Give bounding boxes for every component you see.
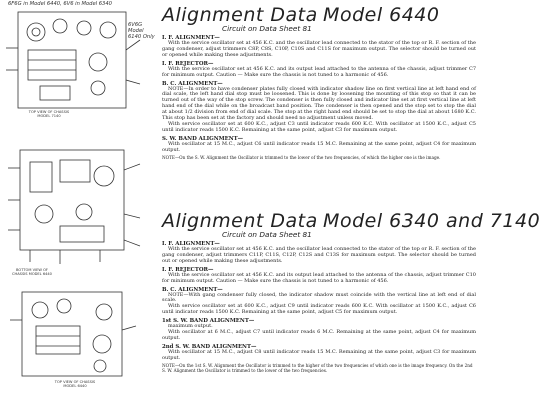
section-text: With oscillator at 15 M.C., adjust C6 until indicator reads 15 M.C. Remaining at the same point, adjust C4 for maximum output. xyxy=(162,140,476,153)
chassis-drawings xyxy=(0,0,160,406)
tube-socket xyxy=(100,22,116,38)
section-heading: I. F. ALIGNMENT— xyxy=(162,241,220,247)
tube-socket xyxy=(77,21,91,35)
chassis-diagrams xyxy=(0,0,160,406)
top-view-6440-caption: TOP VIEW OF CHASSIS MODEL 6440 xyxy=(54,380,96,389)
gang-condenser xyxy=(28,50,76,80)
top-view-7140-caption: TOP VIEW OF CHASSIS MODEL 7140 xyxy=(28,110,70,119)
section-text: With the service oscillator set at 456 K.C. and its output lead attached to the antenna of the chassis, adjust trimmer C10 for minimum output. Caution — Make sure the chassis is not tuned to a harmonic of 456. xyxy=(162,271,476,284)
section-text: With oscillator at 6 M.C., adjust C7 until indicator reads 6 M.C. Remaining at the same point, adjust C4 for maximum output. xyxy=(162,329,476,341)
section-text: NOTE—With gang condenser fully closed, the indicator shadow must coincide with the vertical line at left end of dial scale. xyxy=(162,291,476,304)
alignment-6440 xyxy=(162,4,476,161)
title-6340-7140: Alignment Data Model 6340 and 7140 xyxy=(162,210,540,232)
tube-socket xyxy=(53,19,67,33)
section-heading: I. F. REJECTOR— xyxy=(162,266,214,273)
section-text: With the service oscillator set at 456 K.C. and the oscillator lead connected to the stator of the top or R. F. section of the gang condenser, adjust trimmers C11P, C11S, C12P, C12S and C13S for maximum output. The selector should be turned out or opened while making these adjustments. xyxy=(162,246,476,264)
sw-note-6340-7140: NOTE—On the 1st S. W. Alignment the Oscillator is trimmed to the higher of the two frequencies of which one is the image frequency. On the 2nd S. W. Alignment the Oscillator is trimmed to the lower of the two frequencies. xyxy=(162,362,473,373)
subtitle-6340-7140: Circuit on Data Sheet 81 xyxy=(222,230,312,239)
section-heading: I. F. REJECTOR— xyxy=(162,60,214,67)
section-heading: S. W. BAND ALIGNMENT— xyxy=(162,135,244,142)
section-text: With the service oscillator set at 456 K.C. and the oscillator lead connected to the stator of the top or R. F. section of the gang condenser, adjust trimmers C8P, C8S, C10P, C10S and C11S for maximum output. The selector should be turned out or opened while making these adjustments. xyxy=(162,40,476,58)
tube-socket xyxy=(91,81,105,95)
section-heading: 1st S. W. BAND ALIGNMENT— xyxy=(162,318,255,325)
alignment-6340-7140 xyxy=(162,210,540,374)
title-6440: Alignment Data Model 6440 xyxy=(162,4,440,26)
section-heading: B. C. ALIGNMENT— xyxy=(162,80,223,87)
top-view-6440-drawing xyxy=(10,292,136,376)
top-view-7140-drawing xyxy=(6,12,140,108)
chassis-outline-bottom xyxy=(20,150,124,250)
tube-6v6-note: 6V6G Model 6140 Only xyxy=(128,22,155,40)
tube-socket xyxy=(89,53,107,71)
subtitle-6440: Circuit on Data Sheet 81 xyxy=(222,24,312,33)
alignment-text xyxy=(162,0,540,406)
bottom-view-6440-caption: BOTTOM VIEW OF CHASSIS MODEL 6440 xyxy=(12,268,52,277)
section-text: With service oscillator set at 600 K.C., adjust C3 until indicator reads 600 K.C. With oscillator at 1500 K.C., adjust C5 until indicator reads 1500 K.C. Remaining at the same point, adjust C3 for maximum output. xyxy=(162,120,476,133)
section-text: With service oscillator set at 600 K.C., adjust C9 until indicator reads 600 K.C. With oscillator at 1500 K.C., adjust C6 until indicator reads 1500 K.C. Remaining at the same point, adjust C5 for maximum output. xyxy=(162,303,476,316)
tube-model-note: 6F6G in Model 6440, 6V6 in Model 6340 xyxy=(8,1,112,7)
section-text: NOTE—In order to have condenser plates fully closed with indicator shadow line on first vertical line at left hand end of dial scale, the left hand dial stop must be loosened. This is done by loosening the mounting of this stop so that it can be turned out of the way of the stop screw. The condenser is then fully closed and indicator line set at first vertical line at left hand end of the dial while on the broadcast band position. The condenser is then opened and the stop set to stop the dial at about 1/2 division from end of dial scale. The stop at the right hand end should be set to stop the dial at about 1680 K.C. This stop has been set at the factory and should need no adjustment unless moved. xyxy=(162,85,476,122)
sw-note-6440: NOTE—On the S. W. Alignment the Oscillator is trimmed to the lower of the two frequencies, of which the higher one is the image. xyxy=(162,154,441,160)
section-heading: I. F. ALIGNMENT— xyxy=(162,35,220,41)
section-heading: B. C. ALIGNMENT— xyxy=(162,286,223,293)
bottom-view-6440-drawing xyxy=(8,150,140,264)
tube-socket xyxy=(27,23,45,41)
transformer xyxy=(40,86,70,100)
section-text: maximum output. xyxy=(168,323,213,330)
section-text: With the service oscillator set at 456 K.C. and its output lead attached to the antenna of the chassis, adjust trimmer C7 for minimum output. Caution — Make sure the chassis is not tuned to a harmonic of 456. xyxy=(162,65,476,78)
section-text: With oscillator at 15 M.C., adjust C8 until indicator reads 15 M.C. Remaining at the same point, adjust C3 for maximum output. xyxy=(162,348,476,361)
section-heading: 2nd S. W. BAND ALIGNMENT— xyxy=(162,343,257,350)
